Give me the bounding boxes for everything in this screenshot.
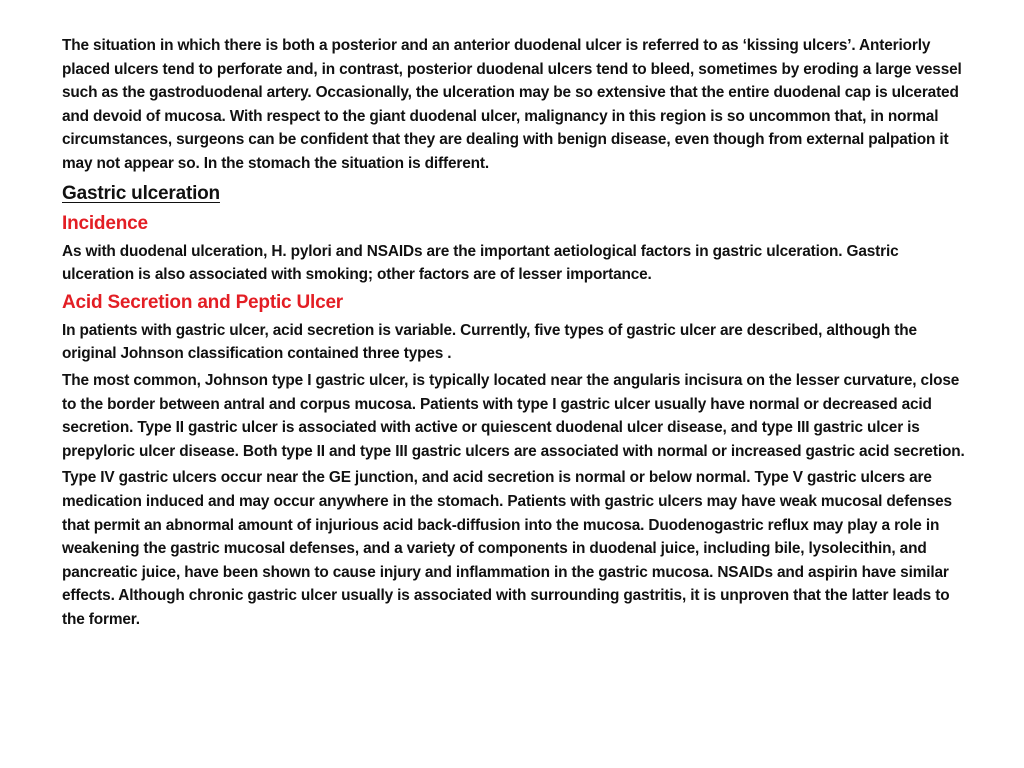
acid-paragraph-1: In patients with gastric ulcer, acid secretion is variable. Currently, five types of gastric ulcer are described, although the original Johnson classification contained three types . (62, 321, 917, 363)
section-title: Gastric ulceration (62, 182, 220, 204)
acid-paragraph-3: Type IV gastric ulcers occur near the GE junction, and acid secretion is normal or below normal. Type V gastric ulcers are medication induced and may occur anywhere in the stomach. Patients with gastric ulcers may have weak mucosal defenses that permit an abnormal amount of injurious acid back-diffusion into the mucosa. Duodenogastric reflux may play a role in weakening the gastric mucosal defenses, and a variety of components in duodenal juice, including bile, lysolecithin, and pancreatic juice, have been shown to cause injury and inflammation in the gastric mucosa. NSAIDs and aspirin have similar effects. Although chronic gastric ulcer usually is associated with surrounding gastritis, it is unproven that the latter leads to the former. (62, 469, 952, 628)
slide-content (62, 34, 967, 631)
incidence-heading: Incidence (62, 212, 148, 234)
incidence-paragraph: As with duodenal ulceration, H. pylori and NSAIDs are the important aetiological factors in gastric ulceration. Gastric ulceration is also associated with smoking; other factors are of lesser importance. (62, 242, 899, 284)
acid-secretion-heading: Acid Secretion and Peptic Ulcer (62, 291, 343, 313)
acid-paragraph-2: The most common, Johnson type I gastric ulcer, is typically located near the angularis incisura on the lesser curvature, close to the border between antral and corpus mucosa. Patients with type I gastric ulcer usually have normal or decreased acid secretion. Type II gastric ulcer is associated with active or quiescent duodenal ulcer disease, and type III gastric ulcer is prepyloric ulcer disease. Both type II and type III gastric ulcers are associated with normal or increased gastric acid secretion. (62, 371, 965, 460)
intro-paragraph: The situation in which there is both a posterior and an anterior duodenal ulcer is referred to as ‘kissing ulcers’. Anteriorly placed ulcers tend to perforate and, in contrast, posterior duodenal ulcers tend to bleed, sometimes by eroding a large vessel such as the gastroduodenal artery. Occasionally, the ulceration may be so extensive that the entire duodenal cap is ulcerated and devoid of mucosa. With respect to the giant duodenal ulcer, malignancy in this region is so uncommon that, in normal circumstances, surgeons can be confident that they are dealing with benign disease, even though from external palpation it may not appear so. In the stomach the situation is different. (62, 37, 962, 172)
